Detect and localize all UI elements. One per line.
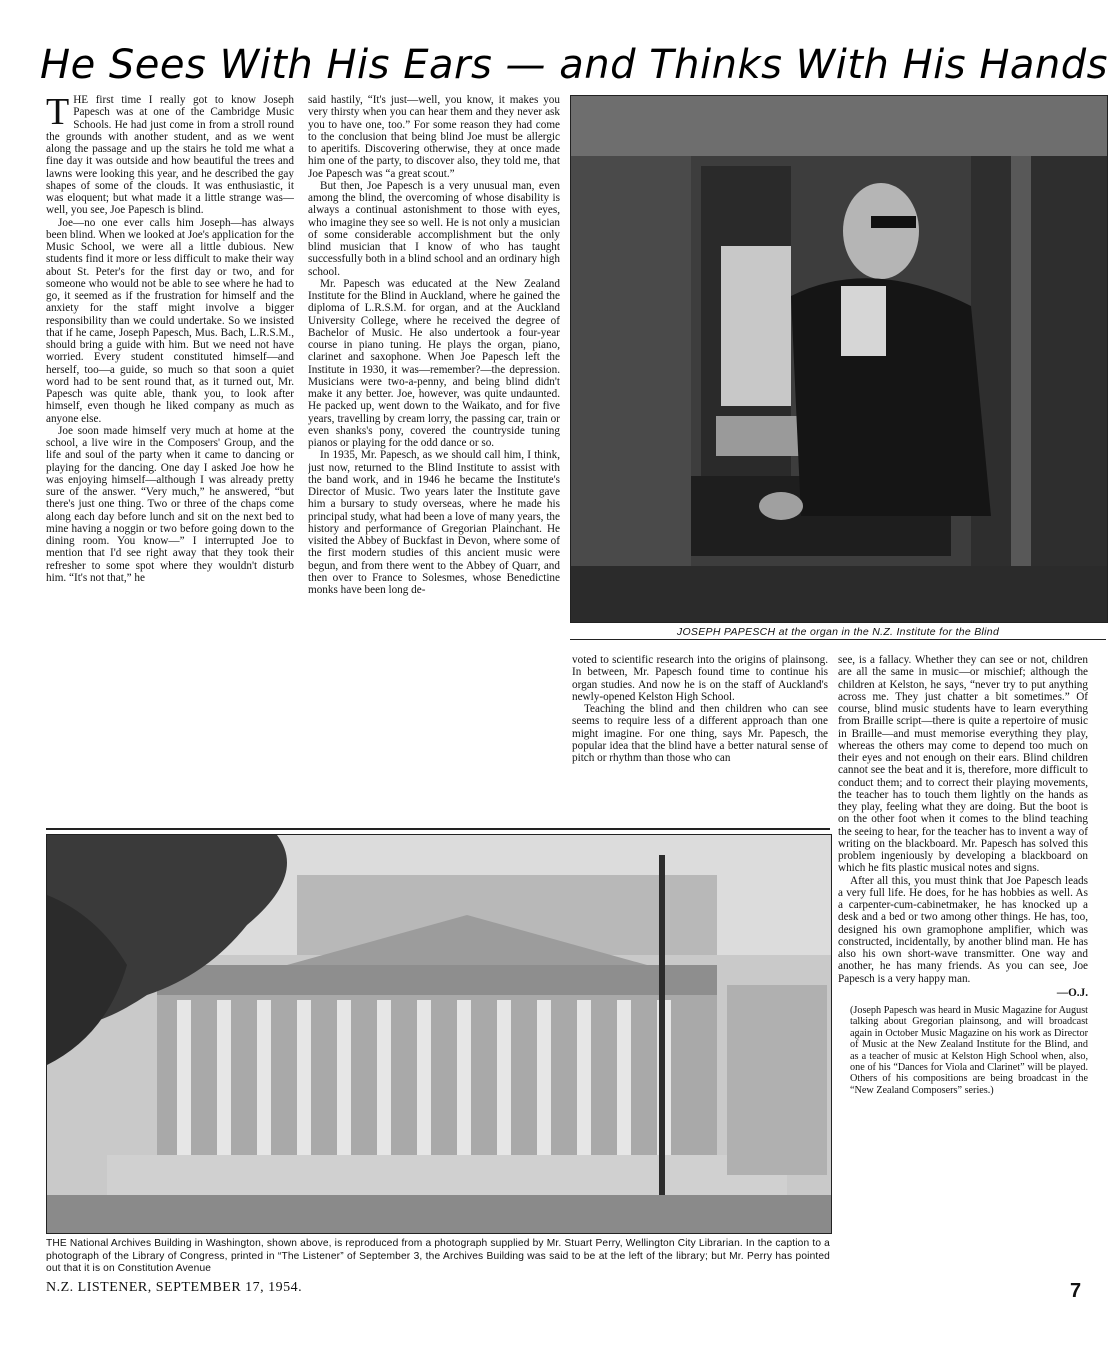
broadcast-note: (Joseph Papesch was heard in Music Magazine for August talking about Gregorian plainsong, and will broadcast again in October Music Magazine on his work as Director of Music at the New Zealand Institute for the Blind, and as a teacher of music at Kelston High School when, also, one of his “Dances for Viola and Clarinet” will be played. Others of his compositions are being broadcast in the “New Zealand Composers” series.) — [850, 1005, 1088, 1096]
paragraph: Mr. Papesch was educated at the New Zealand Institute for the Blind in Auckland, where he gained the diploma of L.R.S.M. for organ, and at the Auckland University College, where he received the degree of Bachelor of Music. He also undertook a four-year course in piano tuning. He plays the organ, piano, clarinet and saxophone. When Joe Papesch left the Institute in 1930, it was—remember?—the depression. Musicians were two-a-penny, and being blind didn't make it any better. Joe, however, was quite undaunted. He packed up, went down to the Waikato, and for five years, travelling by cream lorry, the passing car, train or even shanks's pony, covered the countryside tuning pianos or playing for the odd dance or so. — [308, 277, 560, 449]
article-column-2 — [308, 94, 560, 824]
organ-photo — [570, 95, 1108, 623]
paragraph: see, is a fallacy. Whether they can see or not, children are all the same in music—or mischief; although the children at Kelston, he says, “never try to put anything across me. They just chatter a bit sometimes.” Of course, blind music students have to learn everything from Braille script—there is quite a repertoire of music in Braille—and must memorise everything they play, whereas the others may come to depend too much on their eyes and not enough on their ears. Blind children cannot see the beat and it is, therefore, more difficult to conduct them; and to correct their playing movements, the teacher has to touch them lightly on the hands as they play, feeling what they are doing. But the boot is on the other foot when it comes to the blind teaching the seeing to hear, for the teacher has to invent a way of writing on the blackboard. Mr. Papesch has solved this problem ingeniously by developing a blackboard on which he fits plastic musical notes and signs. — [838, 654, 1088, 875]
paragraph: HE first time I really got to know Joseph Papesch was at one of the Cambridge Music Schools. He had just come in from a stroll round the grounds with another student, and as we went along the passage and up the stairs he told me what a fine day it was outside and how beautiful the trees and lawns were looking this year, and he described the gay shapes of some of the clouds. It was enthusiastic, it was eloquent; but what made it a little strange was—well, you see, Joe Papesch is blind. — [46, 94, 294, 217]
paragraph: In 1935, Mr. Papesch, as we should call him, I think, just now, returned to the Blind Institute to assist with the band work, and in 1946 he became the Institute's Director of Music. Two years later the Institute gave him a bursary to study overseas, where he made his principal study, what had been a love of many years, the history and performance of Gregorian Plainchant. He visited the Abbey of Buckfast in Devon, where some of the first modern studies of this ancient music were begun, and from there went to the Abbey of Quarr, and then over to France to Solesmes, whose Benedictine monks have been long de- — [308, 449, 560, 596]
paragraph: said hastily, “It's just—well, you know, it makes you very thirsty when you can hear them and they never ask you to have one, too.” For some reason they had come to the conclusion that being blind Joe must be allergic to aperitifs. Discovering otherwise, they at once made him one of the party, to discover also, they told me, that Joe Papesch was “a great scout.” — [308, 94, 560, 180]
paragraph: After all this, you must think that Joe Papesch leads a very full life. He does, for he has hobbies as well. As a carpenter-cum-cabinetmaker, he has knocked up a desk and a bed or two among other things. He has, too, designed his own gramophone amplifier, which was constructed, incidentally, by another blind man. He has also his own short-wave transmitter. One way and another, he has many friends. As you can see, Joe Papesch is a very happy man. — [838, 874, 1088, 985]
article-column-1 — [46, 94, 294, 824]
photo-top-rule — [46, 828, 830, 830]
paragraph: voted to scientific research into the origins of plainsong. In between, Mr. Papesch found time to continue his organ studies. And now he is on the staff of Auckland's newly-opened Kelston High School. — [572, 654, 828, 703]
paragraph: Joe soon made himself very much at home at the school, a live wire in the Composers' Group, and the life and soul of the party when it came to dancing or playing for the dancing. One day I asked Joe how he was enjoying himself—although I was already pretty sure of the answer. “Very much,” he answered, “but there's just one thing. Two or three of the chaps come along each day before lunch and sit on the next bed to mine having a noggin or two before going down to the dining room. You know—” I interrupted Joe to mention that I'd see right away that they took their refresher to some spot where they wouldn't disturb him. “It's not that,” he — [46, 424, 294, 584]
article-column-4 — [838, 654, 1088, 1274]
author-signoff: —O.J. — [1056, 986, 1088, 999]
archives-photo-illustration — [47, 835, 831, 1233]
article-column-3 — [572, 654, 828, 824]
caption-rule — [570, 639, 1106, 640]
paragraph: Joe—no one ever calls him Joseph—has always been blind. When we looked at Joe's application for the Music School, we were all a little dubious. New students find it more or less difficult to make their way about St. Peter's for the first day or two, and for someone who would not be able to see where he had to go, it seemed as if the frustration for himself and the anxiety for the staff might involve a bigger responsibility than we could undertake. So we insisted that if he came, Joseph Papesch, Mus. Bach, L.R.S.M., should bring a guide with him. But we need not have worried. Every student constituted himself—and herself, too—a guide, so much so that soon a quiet word had to be sent round that, as it turned out, Mr. Papesch was quite able, thank you, to look after himself, even though he liked company as much as anyone else. — [46, 216, 294, 425]
headline: He Sees With His Ears — and Thinks With His Hands — [40, 42, 1108, 88]
organ-photo-caption: JOSEPH PAPESCH at the organ in the N.Z. Institute for the Blind — [676, 626, 1000, 638]
archives-building-photo — [46, 834, 832, 1234]
paragraph: Teaching the blind and then children who can see seems to require less of a different approach than one might imagine. For one thing, says Mr. Papesch, the popular idea that the blind have a better natural sense of pitch or rhythm than those who can — [572, 703, 828, 764]
organ-photo-illustration — [571, 96, 1107, 622]
archives-photo-caption: THE National Archives Building in Washington, shown above, is reproduced from a photograph supplied by Mr. Stuart Perry, Wellington City Librarian. In the caption to a photograph of the Library of Congress, printed in “The Listener” of September 3, the Archives Building was said to be at the left of the library; but Mr. Perry has pointed out that it is on Constitution Avenue — [46, 1238, 830, 1274]
page-number: 7 — [1070, 1280, 1082, 1302]
drop-cap: T — [46, 94, 70, 133]
publication-footer: N.Z. LISTENER, SEPTEMBER 17, 1954. — [46, 1280, 303, 1295]
paragraph: But then, Joe Papesch is a very unusual man, even among the blind, the overcoming of whose disability is always a continual astonishment to those with eyes, who imagine they see so well. He is not only a musician of some considerable accomplishment but the only blind musician that I know of who has taught successfully both in a blind school and an ordinary high school. — [308, 179, 560, 278]
